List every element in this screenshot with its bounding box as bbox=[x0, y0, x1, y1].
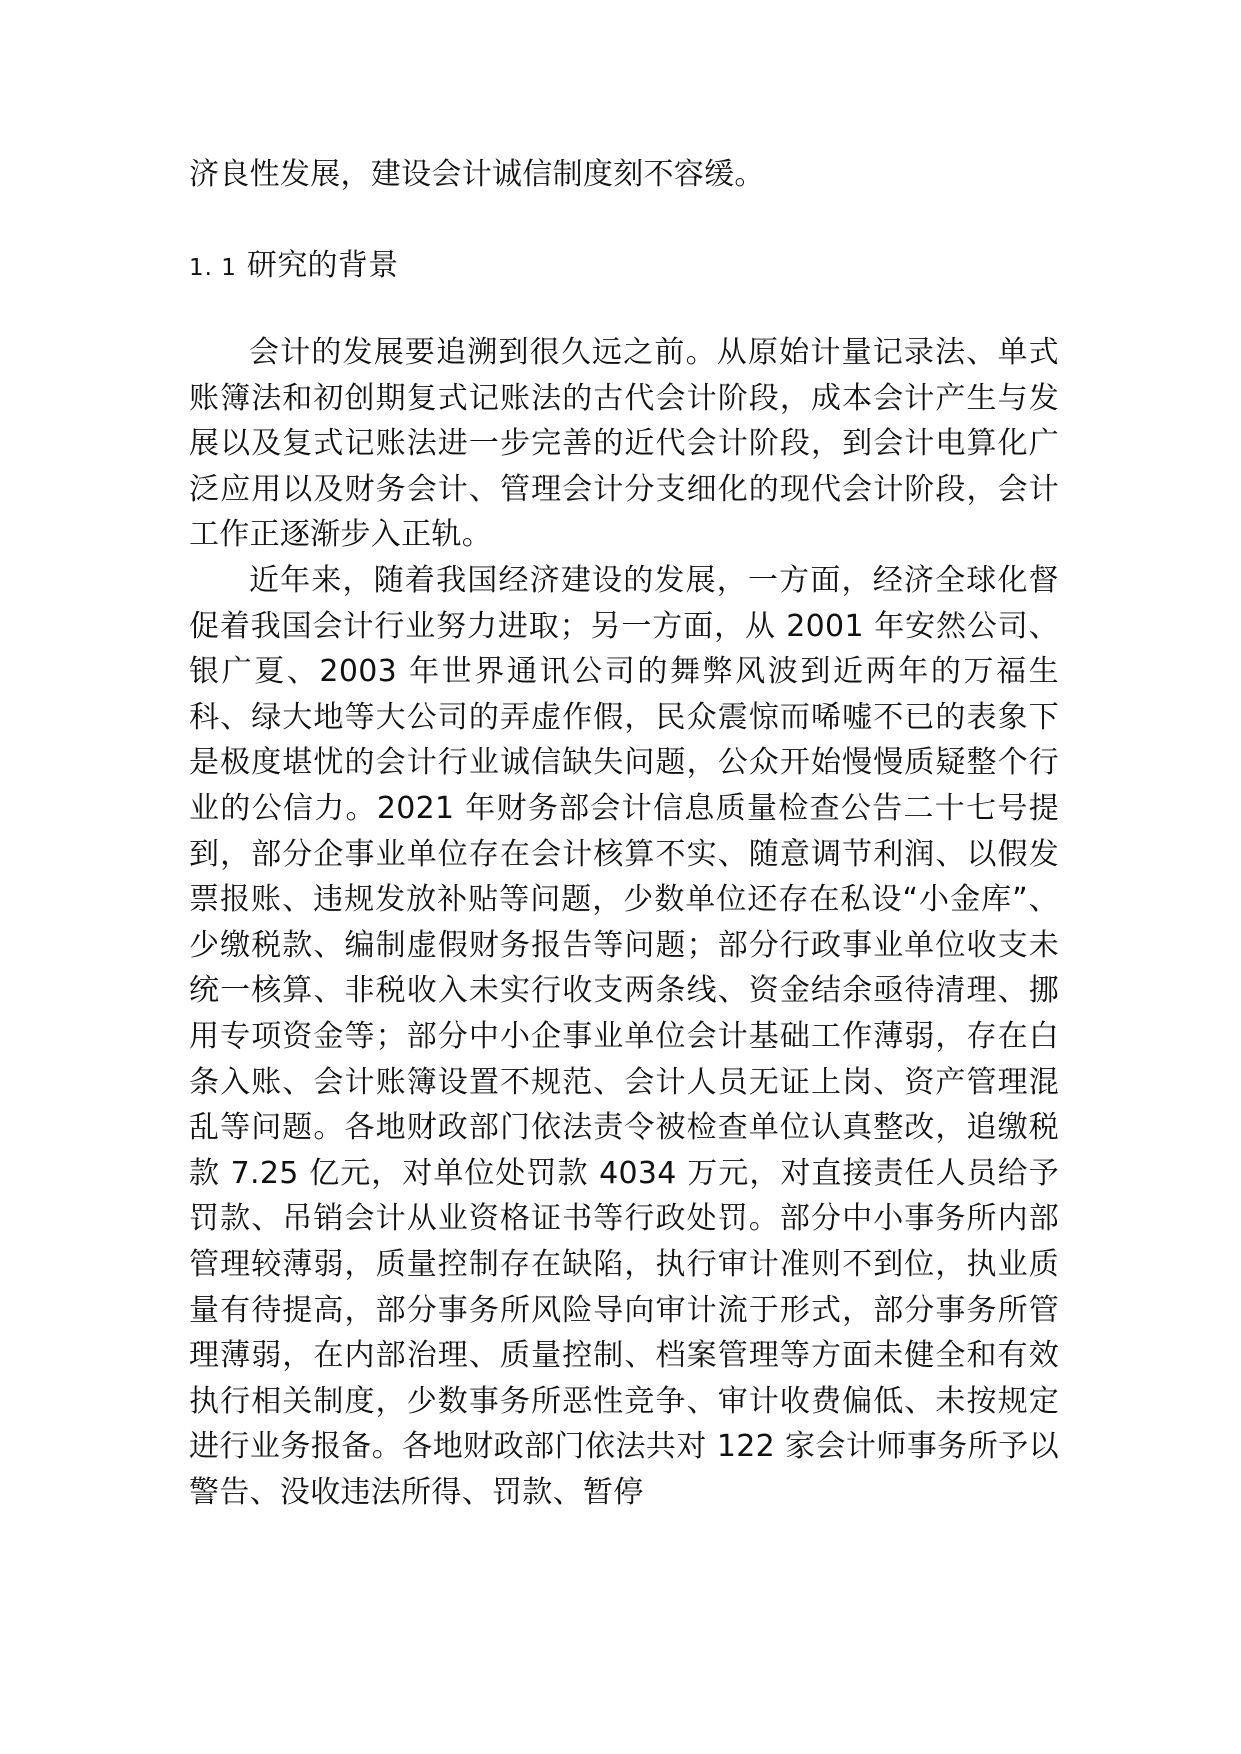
body-paragraph: 会计的发展要追溯到很久远之前。从原始计量记录法、单式账簿法和初创期复式记账法的古代会计阶段，成本会计产生与发展以及复式记账法进一步完善的近代会计阶段，到会计电算化广泛应用以及财务会计、管理会计分支细化的现代会计阶段，会计工作正逐渐步入正轨。 bbox=[189, 335, 1059, 553]
body-paragraph: 近年来，随着我国经济建设的发展，一方面，经济全球化督促着我国会计行业努力进取；另一方面，从 2001 年安然公司、银广夏、2003 年世界通讯公司的舞弊风波到近两年的万福生科、绿大地等大公司的弄虚作假，民众震惊而唏嘘不已的表象下是极度堪忧的会计行业诚信缺失问题，公众开始慢慢质疑整个行业的公信力。2021 年财务部会计信息质量检查公告二十七号提到，部分企事业单位存在会计核算不实、随意调节利润、以假发票报账、违规发放补贴等问题，少数单位还存在私设“小金库”、少缴税款、编制虚假财务报告等问题；部分行政事业单位收支未统一核算、非税收入未实行收支两条线、资金结余亟待清理、挪用专项资金等；部分中小企事业单位会计基础工作薄弱，存在白条入账、会计账簿设置不规范、会计人员无证上岗、资产管理混乱等问题。各地财政部门依法责令被检查单位认真整改，追缴税款 7.25 亿元，对单位处罚款 4034 万元，对直接责任人员给予罚款、吊销会计从业资格证书等行政处罚。部分中小事务所内部管理较薄弱，质量控制存在缺陷，执行审计准则不到位，执业质量有待提高，部分事务所风险导向审计流于形式，部分事务所管理薄弱，在内部治理、质量控制、档案管理等方面未健全和有效执行相关制度，少数事务所恶性竞争、审计收费偏低、未按规定进行业务报备。各地财政部门依法共对 122 家会计师事务所予以警告、没收违法所得、罚款、暂停 bbox=[189, 563, 1059, 1510]
section-number: 1. 1 bbox=[189, 255, 237, 281]
continuation-text: 济良性发展，建设会计诚信制度刻不容缓。 bbox=[189, 157, 765, 192]
section-title: 研究的背景 bbox=[246, 248, 399, 283]
section-heading bbox=[189, 243, 1059, 291]
